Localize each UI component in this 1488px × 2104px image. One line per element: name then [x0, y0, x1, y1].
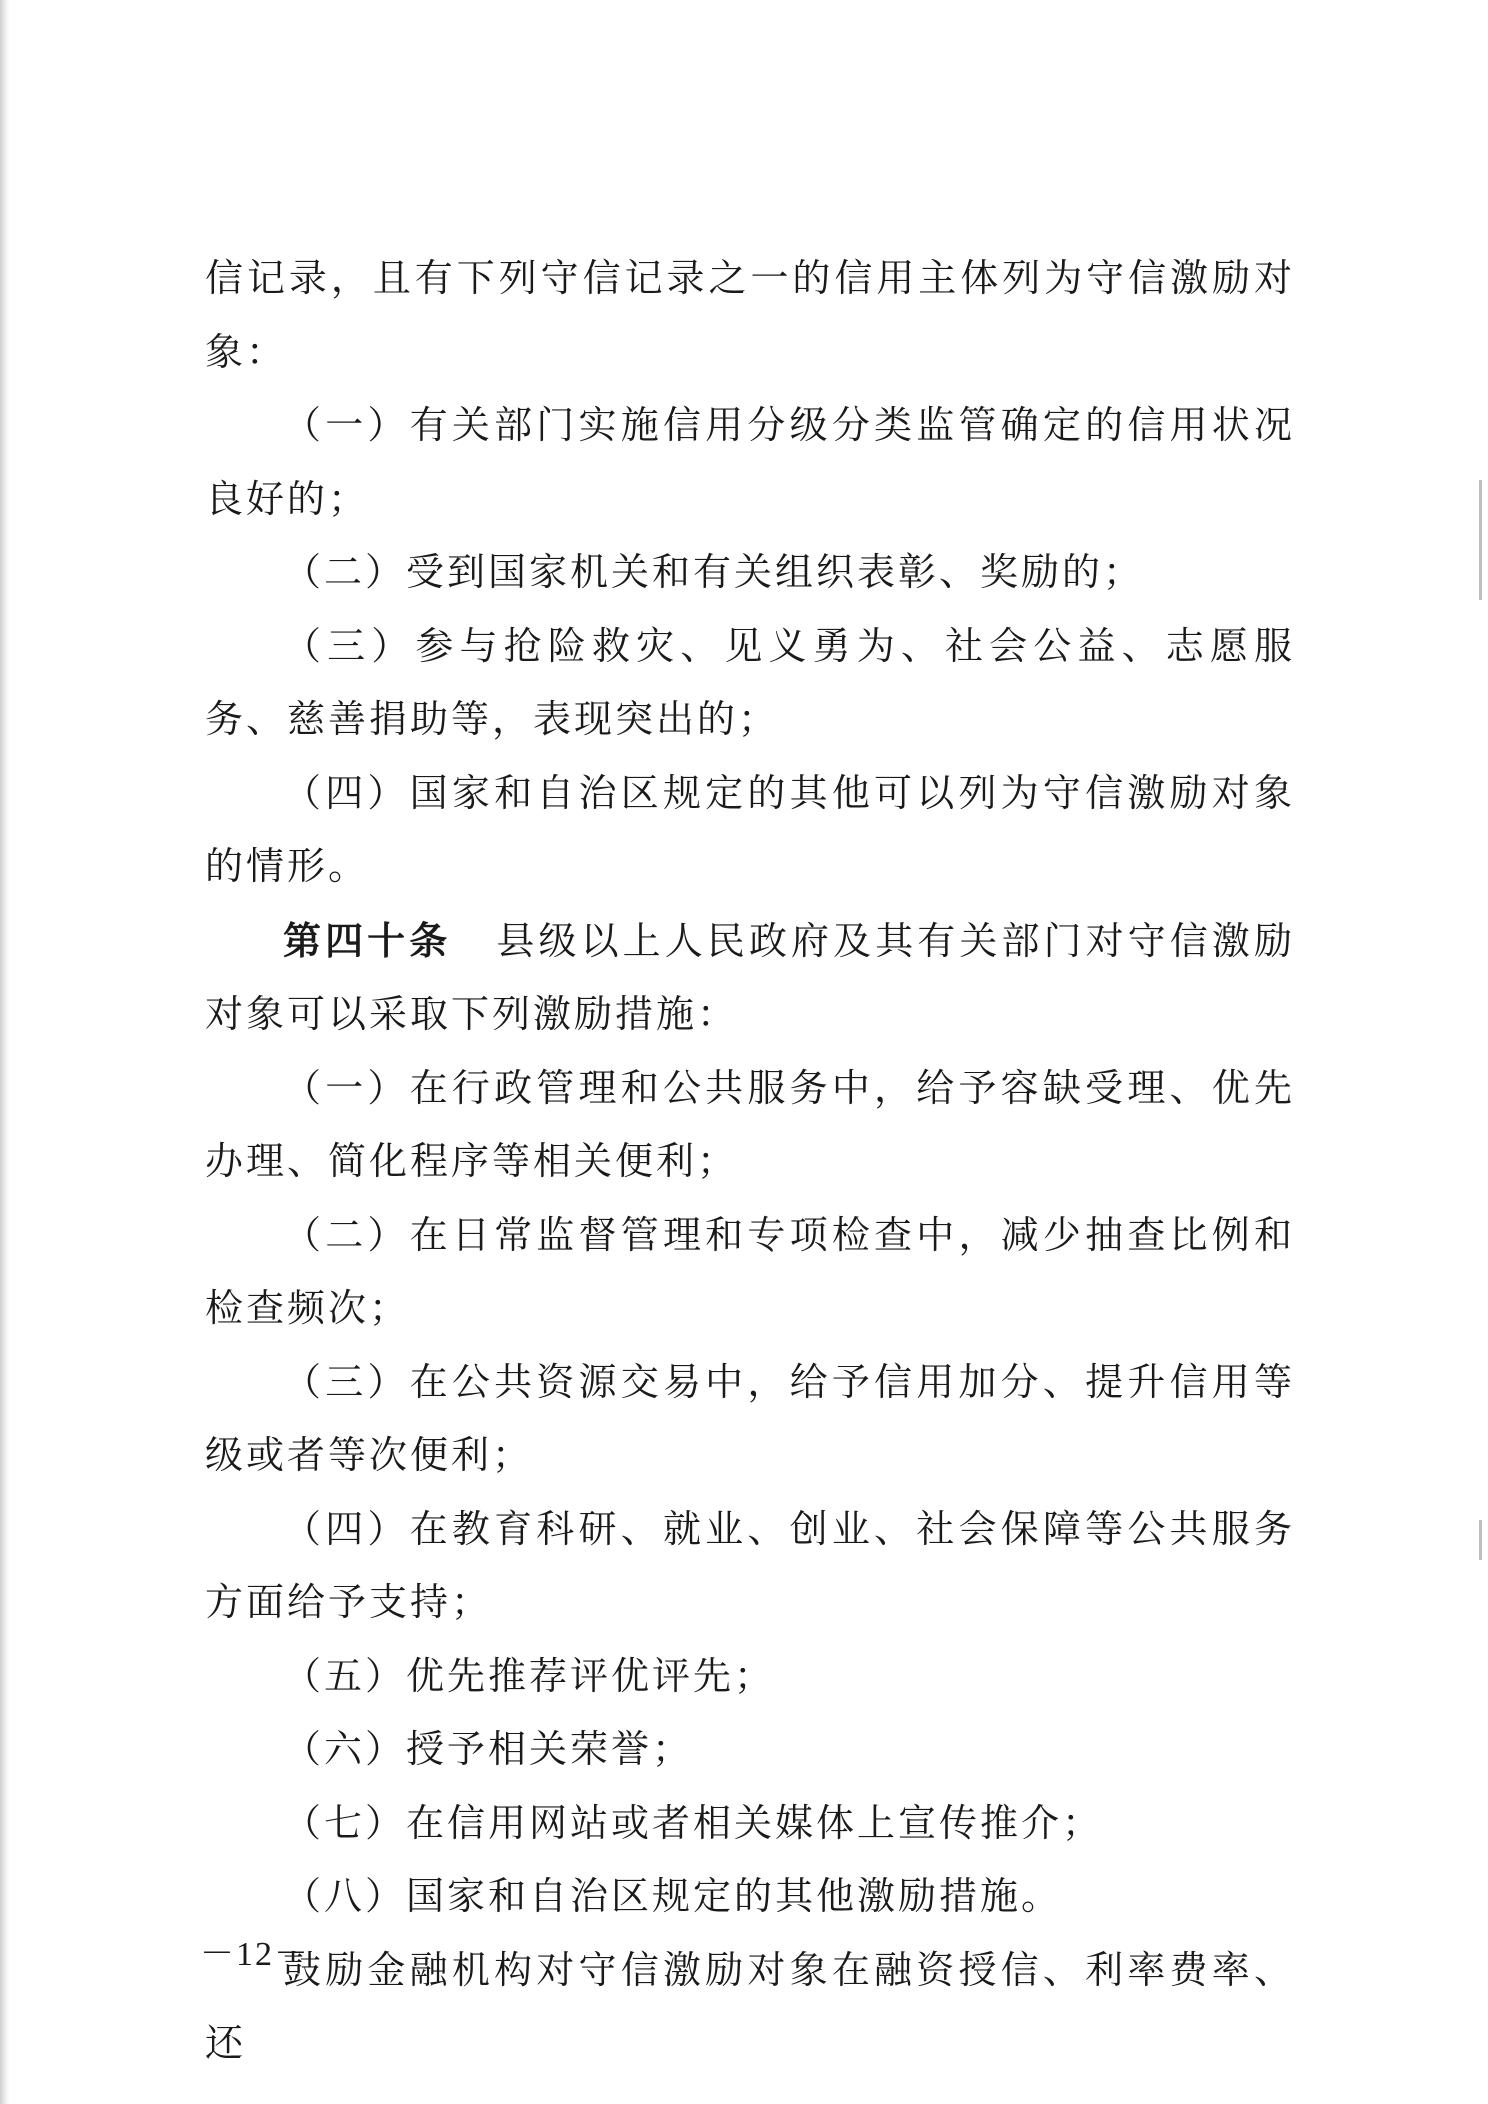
list-item: （四）在教育科研、就业、创业、社会保障等公共服务方面给予支持； [205, 1506, 1295, 1624]
list-item: （二）在日常监督管理和专项检查中，减少抽查比例和检查频次； [205, 1212, 1295, 1330]
list-item: （八）国家和自治区规定的其他激励措施。 [283, 1874, 1063, 1918]
page-number: －12－ [200, 1936, 310, 1973]
list-item: （三）在公共资源交易中，给予信用加分、提升信用等级或者等次便利； [205, 1359, 1295, 1477]
paragraph-continuation: 信记录，且有下列守信记录之一的信用主体列为守信激励对象： [205, 256, 1295, 374]
list-item: （一）有关部门实施信用分级分类监管确定的信用状况良好的； [205, 403, 1295, 521]
scan-mark [1479, 1520, 1482, 1560]
article-label: 第四十条 [283, 917, 452, 963]
list-item: （四）国家和自治区规定的其他可以列为守信激励对象的情形。 [205, 770, 1295, 888]
list-item: （六）授予相关荣誉； [283, 1727, 694, 1771]
list-item: （二）受到国家机关和有关组织表彰、奖励的； [283, 550, 1145, 594]
list-item: （五）优先推荐评优评先； [283, 1653, 776, 1698]
article-text: 县级以上人民政府及其有关部门对守信激励对象可以采取下列激励措施： [205, 918, 1295, 1036]
closing-paragraph: 鼓励金融机构对守信激励对象在融资授信、利率费率、还 [205, 1947, 1295, 2065]
scan-edge [0, 0, 10, 2104]
list-item: （一）在行政管理和公共服务中，给予容缺受理、优先办理、简化程序等相关便利； [205, 1065, 1295, 1183]
document-body [205, 242, 1295, 2081]
article-paragraph [205, 904, 1295, 1052]
scan-mark [1479, 480, 1482, 600]
list-item: （三）参与抢险救灾、见义勇为、社会公益、志愿服务、慈善捐助等，表现突出的； [205, 623, 1295, 741]
list-item: （七）在信用网站或者相关媒体上宣传推介； [283, 1800, 1104, 1845]
